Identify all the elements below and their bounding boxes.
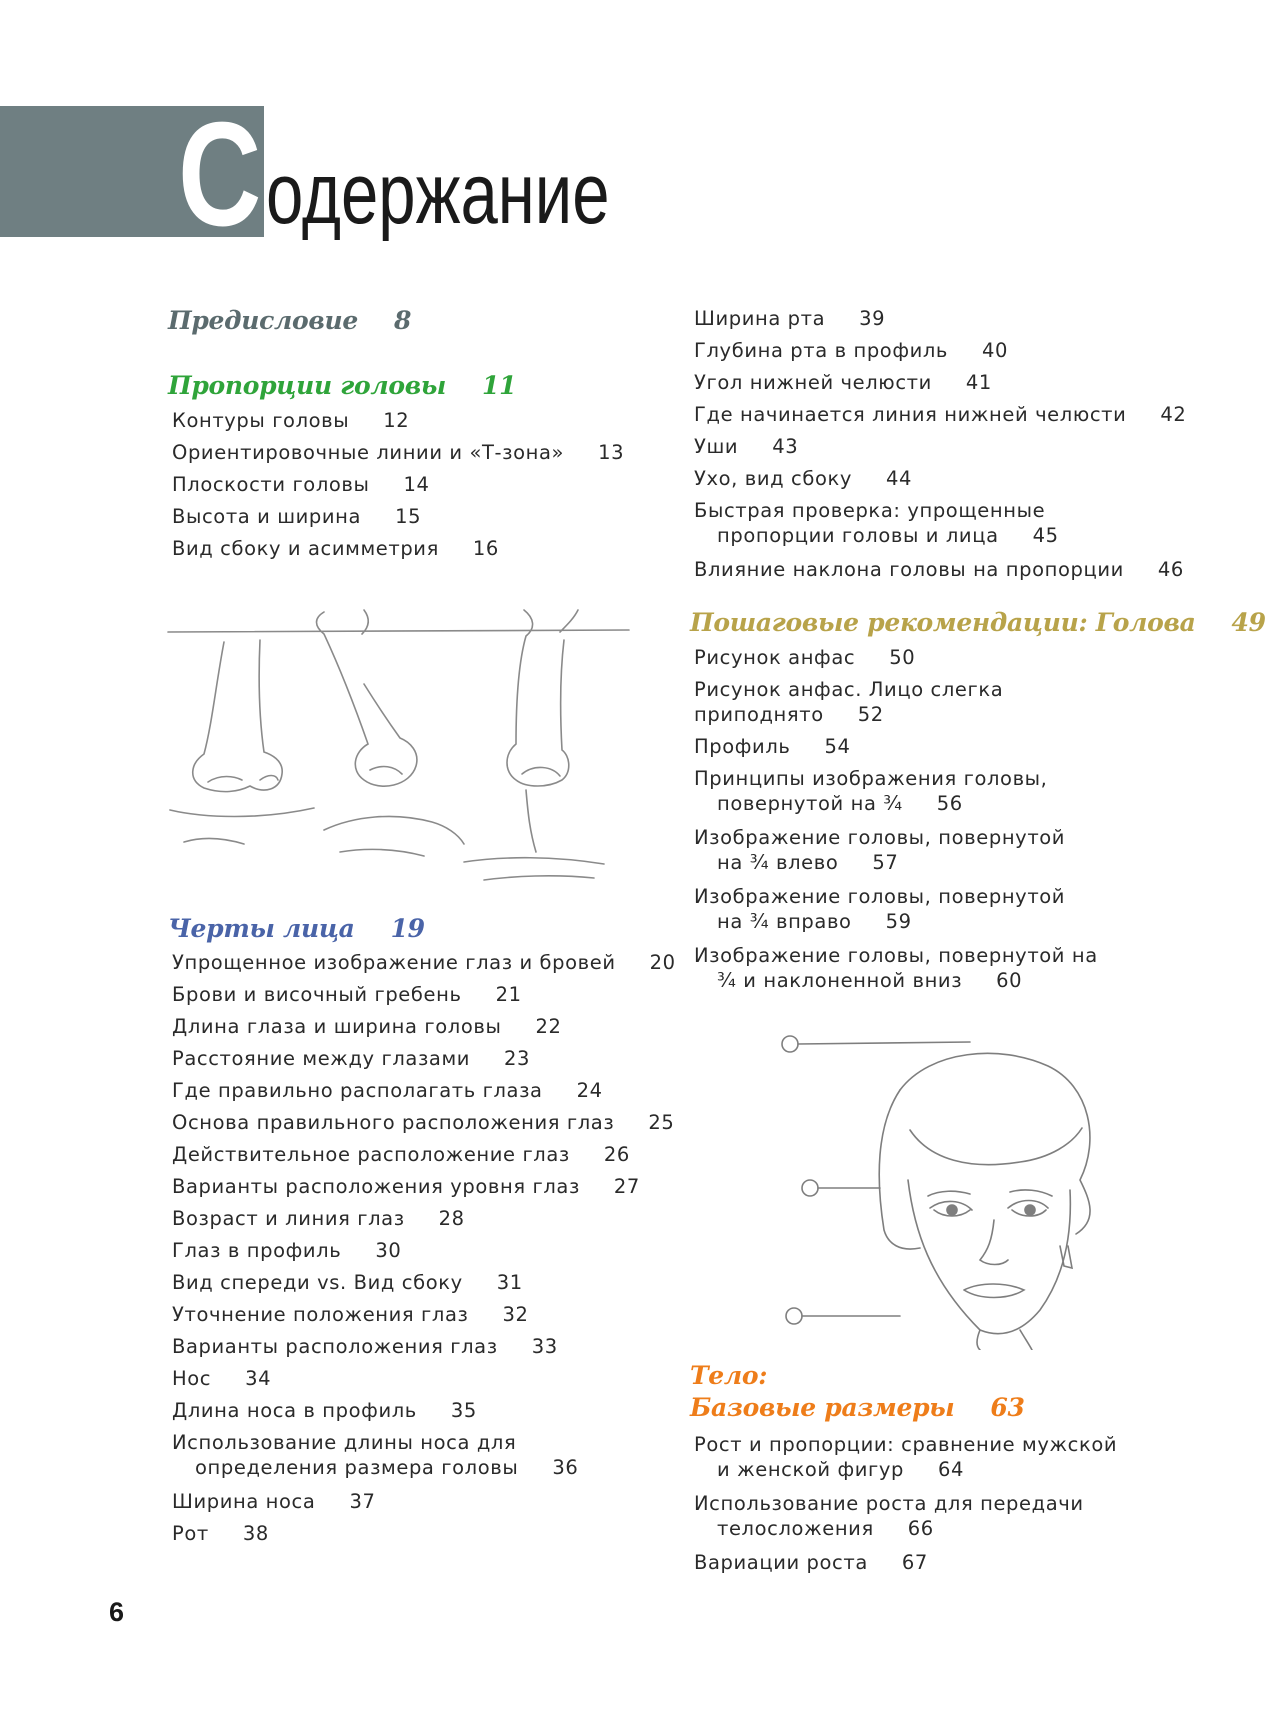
entry-page: 20 [649, 951, 676, 974]
entry-page: 28 [438, 1207, 465, 1230]
entry-page: 50 [889, 646, 916, 669]
toc-entry[interactable] [694, 434, 1190, 459]
section-page: 8 [393, 306, 412, 335]
entry-page: 33 [531, 1335, 558, 1358]
toc-entry[interactable] [172, 440, 688, 465]
section-title: Тело: [690, 1361, 768, 1390]
entry-label-continued: телосложения [717, 1517, 874, 1540]
entry-label: Принципы изображения головы, [694, 767, 1048, 790]
section-facial-features[interactable] [168, 913, 688, 945]
entry-label: Длина носа в профиль [172, 1399, 417, 1422]
toc-entry[interactable] [172, 1270, 688, 1295]
entry-page: 67 [901, 1551, 928, 1574]
entry-label: Возраст и линия глаз [172, 1207, 405, 1230]
entry-label: Использование роста для передачи [694, 1492, 1084, 1515]
toc-entry[interactable] [172, 1366, 688, 1391]
entry-page: 41 [965, 371, 992, 394]
entry-label-continued: на ¾ влево [717, 851, 839, 874]
entry-label: Ширина носа [172, 1490, 316, 1513]
section-title: Предисловие [168, 306, 358, 335]
toc-entry[interactable] [694, 466, 1190, 491]
toc-entry[interactable] [694, 557, 1190, 582]
entry-label: Влияние наклона головы на пропорции [694, 558, 1124, 581]
section-step-by-step[interactable] [690, 607, 1266, 639]
toc-entry[interactable] [172, 1078, 688, 1103]
entry-page: 32 [502, 1303, 529, 1326]
entry-label: Быстрая проверка: упрощенные [694, 499, 1046, 522]
toc-entry[interactable] [172, 1206, 688, 1231]
entry-page: 56 [936, 792, 963, 815]
entry-page: 36 [552, 1456, 579, 1479]
entry-label: Брови и височный гребень [172, 983, 462, 1006]
section-page: 49 [1231, 608, 1266, 637]
toc-entry[interactable] [694, 306, 1190, 331]
entry-label: Изображение головы, повернутой [694, 826, 1066, 849]
toc-right-column [690, 306, 1266, 1582]
entry-label: Рисунок анфас. Лицо слегка приподнято [694, 678, 1004, 726]
toc-entry[interactable] [172, 1174, 688, 1199]
entry-page: 60 [996, 969, 1023, 992]
step-by-step-list [690, 645, 1190, 993]
toc-entry[interactable] [172, 950, 688, 975]
entry-page: 30 [375, 1239, 402, 1262]
entry-label: Варианты расположения уровня глаз [172, 1175, 580, 1198]
toc-entry[interactable] [172, 1489, 688, 1514]
entry-label-continued: и женской фигур [717, 1458, 904, 1481]
entry-page: 66 [907, 1517, 934, 1540]
entry-page: 31 [496, 1271, 523, 1294]
section-title: Пошаговые рекомендации: Голова [690, 608, 1196, 637]
toc-entry[interactable] [694, 766, 1190, 816]
toc-entry[interactable] [172, 1521, 688, 1546]
body-list [690, 1432, 1190, 1575]
entry-page: 23 [504, 1047, 531, 1070]
section-preface[interactable] [168, 305, 688, 337]
entry-label: Профиль [694, 735, 791, 758]
entry-page: 34 [245, 1367, 272, 1390]
entry-page: 44 [886, 467, 913, 490]
entry-label: Длина глаза и ширина головы [172, 1015, 502, 1038]
entry-label-continued: определения размера головы [195, 1456, 519, 1479]
entry-page: 26 [603, 1143, 630, 1166]
section-title: Пропорции головы [168, 371, 447, 400]
entry-page: 59 [885, 910, 912, 933]
entry-page: 54 [824, 735, 851, 758]
toc-entry[interactable] [172, 1046, 688, 1071]
toc-entry[interactable] [172, 1238, 688, 1263]
entry-label: Плоскости головы [172, 473, 370, 496]
toc-entry[interactable] [694, 943, 1190, 993]
section-body-basic-sizes[interactable] [690, 1360, 1190, 1424]
entry-label: Угол нижней челюсти [694, 371, 932, 394]
entry-label: Контуры головы [172, 409, 350, 432]
toc-entry[interactable] [694, 1432, 1190, 1482]
entry-label-continued: ¾ и наклоненной вниз [717, 969, 963, 992]
entry-label: Ширина рта [694, 307, 826, 330]
entry-label: Ухо, вид сбоку [694, 467, 852, 490]
section-page: 63 [990, 1393, 1025, 1422]
entry-label: Где начинается линия нижней челюсти [694, 403, 1127, 426]
entry-page: 27 [613, 1175, 640, 1198]
entry-label: Рисунок анфас [694, 646, 856, 669]
entry-page: 15 [395, 505, 422, 528]
title-first-letter: С [178, 92, 262, 257]
entry-page: 21 [495, 983, 522, 1006]
toc-left-column [168, 305, 688, 1553]
toc-entry[interactable] [694, 402, 1190, 427]
entry-page: 40 [982, 339, 1009, 362]
toc-entry[interactable] [172, 1110, 688, 1135]
entry-label-continued: повернутой на ¾ [717, 792, 903, 815]
entry-label: Нос [172, 1367, 212, 1390]
face-sketch-illustration [780, 1030, 1200, 1350]
toc-entry[interactable] [172, 1302, 688, 1327]
toc-entry[interactable] [172, 472, 688, 497]
toc-entry[interactable] [172, 536, 688, 561]
section-page: 11 [482, 371, 517, 400]
entry-page: 37 [349, 1490, 376, 1513]
entry-page: 42 [1160, 403, 1187, 426]
toc-entry[interactable] [694, 1491, 1190, 1541]
entry-label: Основа правильного расположения глаз [172, 1111, 615, 1134]
entry-label: Рост и пропорции: сравнение мужской [694, 1433, 1118, 1456]
entry-label: Вид сбоку и асимметрия [172, 537, 439, 560]
entry-page: 16 [472, 537, 499, 560]
entry-page: 39 [859, 307, 886, 330]
toc-entry[interactable] [172, 1142, 688, 1167]
entry-page: 43 [772, 435, 799, 458]
toc-entry[interactable] [694, 370, 1190, 395]
entry-page: 46 [1157, 558, 1184, 581]
entry-label: Рот [172, 1522, 209, 1545]
toc-entry[interactable] [694, 825, 1190, 875]
entry-label: Варианты расположения глаз [172, 1335, 498, 1358]
toc-entry[interactable] [172, 1398, 688, 1423]
toc-entry[interactable] [172, 1430, 688, 1480]
entry-page: 25 [648, 1111, 675, 1134]
entry-label: Ориентировочные линии и «Т-зона» [172, 441, 565, 464]
entry-label: Уши [694, 435, 739, 458]
entry-label: Расстояние между глазами [172, 1047, 471, 1070]
entry-label: Действительное расположение глаз [172, 1143, 570, 1166]
entry-label: Глубина рта в профиль [694, 339, 949, 362]
entry-label: Где правильно располагать глаза [172, 1079, 543, 1102]
entry-page: 57 [872, 851, 899, 874]
toc-entry[interactable] [694, 734, 1190, 759]
head-proportions-list [168, 408, 688, 561]
page-title: одержание [266, 146, 610, 242]
entry-label: Высота и ширина [172, 505, 362, 528]
entry-page: 24 [576, 1079, 603, 1102]
toc-entry[interactable] [172, 504, 688, 529]
entry-page: 22 [535, 1015, 562, 1038]
entry-label: Вариации роста [694, 1551, 868, 1574]
toc-entry[interactable] [694, 884, 1190, 934]
entry-page: 64 [938, 1458, 965, 1481]
entry-page: 45 [1032, 524, 1059, 547]
toc-entry[interactable] [694, 1550, 1190, 1575]
toc-entry[interactable] [694, 645, 1190, 670]
facial-features-list [168, 950, 688, 1546]
toc-entry[interactable] [172, 1334, 688, 1359]
entry-page: 52 [857, 703, 884, 726]
toc-entry[interactable] [694, 677, 1190, 727]
section-head-proportions[interactable] [168, 370, 688, 402]
entry-page: 14 [403, 473, 430, 496]
toc-entry[interactable] [694, 498, 1190, 548]
toc-entry[interactable] [694, 338, 1190, 363]
toc-entry[interactable] [172, 1014, 688, 1039]
entry-label: Вид спереди vs. Вид сбоку [172, 1271, 463, 1294]
entry-page: 12 [383, 409, 410, 432]
entry-page: 35 [450, 1399, 477, 1422]
facial-features-continued-list [690, 306, 1190, 582]
entry-label: Изображение головы, повернутой на [694, 944, 1098, 967]
section-title-line2: Базовые размеры [690, 1393, 955, 1422]
entry-label-continued: пропорции головы и лица [717, 524, 999, 547]
toc-entry[interactable] [172, 982, 688, 1007]
entry-label-continued: на ¾ вправо [717, 910, 852, 933]
entry-label: Глаз в профиль [172, 1239, 342, 1262]
entry-label: Уточнение положения глаз [172, 1303, 469, 1326]
entry-label: Упрощенное изображение глаз и бровей [172, 951, 616, 974]
page-number: 6 [109, 1597, 125, 1627]
toc-entry[interactable] [172, 408, 688, 433]
entry-label: Изображение головы, повернутой [694, 885, 1066, 908]
section-title: Черты лица [168, 914, 355, 943]
entry-page: 13 [598, 441, 625, 464]
entry-page: 38 [242, 1522, 269, 1545]
nose-sketch-illustration [164, 604, 634, 889]
section-page: 19 [390, 914, 425, 943]
entry-label: Использование длины носа для [172, 1431, 517, 1454]
